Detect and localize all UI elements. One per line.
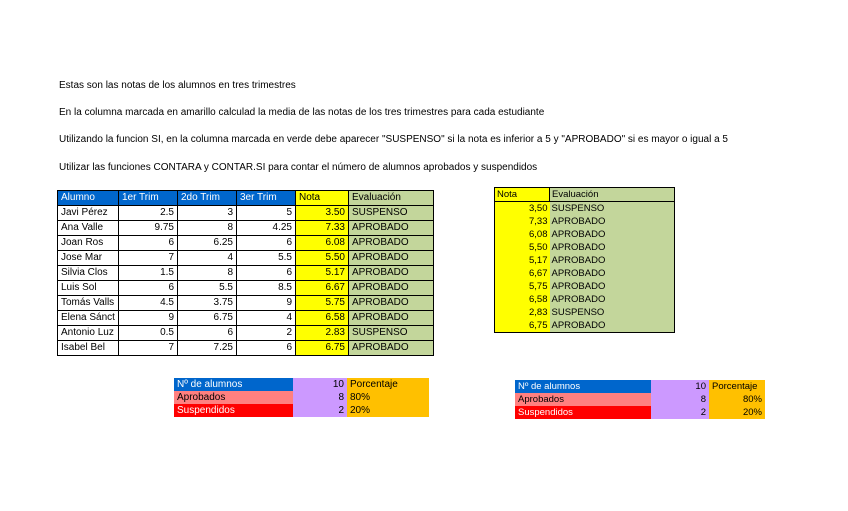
result-nota-cell[interactable]: 5,17 — [495, 254, 550, 267]
header-alumno[interactable]: Alumno — [58, 191, 119, 206]
table-row — [58, 251, 434, 266]
trim2-cell[interactable]: 6.75 — [178, 311, 237, 326]
result-evaluacion-cell[interactable]: APROBADO — [550, 254, 675, 267]
table-row — [58, 311, 434, 326]
student-name-cell[interactable]: Antonio Luz — [58, 326, 119, 341]
failed-value[interactable]: 2 — [651, 406, 709, 419]
percentage-header[interactable]: Porcentaje — [347, 378, 429, 391]
trim3-cell[interactable]: 6 — [237, 236, 296, 251]
result-nota-cell[interactable]: 5,50 — [495, 241, 550, 254]
summary-row-failed — [515, 406, 765, 419]
student-name-cell[interactable]: Tomás Valls — [58, 296, 119, 311]
approved-label[interactable]: Aprobados — [174, 391, 293, 404]
header-2do-trim[interactable]: 2do Trim — [178, 191, 237, 206]
nota-cell[interactable]: 3.50 — [296, 206, 349, 221]
summary-row-total — [174, 378, 429, 391]
summary-row-approved — [174, 391, 429, 404]
result-header-row — [495, 188, 675, 202]
trim2-cell[interactable]: 4 — [178, 251, 237, 266]
result-evaluacion-cell[interactable]: APROBADO — [550, 319, 675, 333]
trim2-cell[interactable]: 6 — [178, 326, 237, 341]
trim1-cell[interactable]: 9 — [119, 311, 178, 326]
summary-row-total — [515, 380, 765, 393]
trim1-cell[interactable]: 1.5 — [119, 266, 178, 281]
approved-percentage[interactable]: 80% — [709, 393, 765, 406]
result-evaluacion-cell[interactable]: APROBADO — [550, 293, 675, 306]
approved-percentage[interactable]: 80% — [347, 391, 429, 404]
result-nota-cell[interactable]: 7,33 — [495, 215, 550, 228]
table-row — [495, 306, 675, 319]
approved-value[interactable]: 8 — [651, 393, 709, 406]
evaluacion-cell[interactable]: APROBADO — [349, 296, 434, 311]
nota-cell[interactable]: 6.75 — [296, 341, 349, 356]
student-name-cell[interactable]: Isabel Bel — [58, 341, 119, 356]
trim3-cell[interactable]: 4 — [237, 311, 296, 326]
result-evaluacion-cell[interactable]: APROBADO — [550, 228, 675, 241]
percentage-header[interactable]: Porcentaje — [709, 380, 765, 393]
nota-cell[interactable]: 6.08 — [296, 236, 349, 251]
table-row — [495, 254, 675, 267]
trim2-cell[interactable]: 3 — [178, 206, 237, 221]
table-row — [495, 215, 675, 228]
evaluacion-cell[interactable]: SUSPENSO — [349, 206, 434, 221]
header-evaluacion[interactable]: Evaluación — [349, 191, 434, 206]
total-value[interactable]: 10 — [293, 378, 347, 391]
evaluacion-cell[interactable]: APROBADO — [349, 341, 434, 356]
result-nota-cell[interactable]: 3,50 — [495, 202, 550, 216]
trim1-cell[interactable]: 7 — [119, 341, 178, 356]
result-header-nota[interactable]: Nota — [495, 188, 550, 202]
failed-label[interactable]: Suspendidos — [174, 404, 293, 417]
trim2-cell[interactable]: 6.25 — [178, 236, 237, 251]
trim1-cell[interactable]: 2.5 — [119, 206, 178, 221]
nota-cell[interactable]: 2.83 — [296, 326, 349, 341]
student-name-cell[interactable]: Luis Sol — [58, 281, 119, 296]
trim1-cell[interactable]: 4.5 — [119, 296, 178, 311]
nota-cell[interactable]: 6.58 — [296, 311, 349, 326]
result-header-evaluacion[interactable]: Evaluación — [550, 188, 675, 202]
approved-label[interactable]: Aprobados — [515, 393, 651, 406]
evaluacion-cell[interactable]: APROBADO — [349, 221, 434, 236]
table-row — [495, 228, 675, 241]
evaluacion-cell[interactable]: APROBADO — [349, 281, 434, 296]
student-name-cell[interactable]: Ana Valle — [58, 221, 119, 236]
approved-value[interactable]: 8 — [293, 391, 347, 404]
table-row — [58, 341, 434, 356]
student-name-cell[interactable]: Joan Ros — [58, 236, 119, 251]
result-evaluacion-cell[interactable]: APROBADO — [550, 241, 675, 254]
student-name-cell[interactable]: Silvia Clos — [58, 266, 119, 281]
trim2-cell[interactable]: 3.75 — [178, 296, 237, 311]
instruction-3: Utilizando la funcion SI, en la columna marcada en verde debe aparecer "SUSPENSO" si la nota es inferior a 5 y "APROBADO" si es mayor o igual a 5 — [59, 134, 728, 145]
trim3-cell[interactable]: 9 — [237, 296, 296, 311]
student-name-cell[interactable]: Javi Pérez — [58, 206, 119, 221]
trim1-cell[interactable]: 6 — [119, 236, 178, 251]
table-row — [58, 326, 434, 341]
trim2-cell[interactable]: 5.5 — [178, 281, 237, 296]
table-row — [58, 296, 434, 311]
table-row — [495, 293, 675, 306]
nota-cell[interactable]: 6.67 — [296, 281, 349, 296]
result-evaluacion-cell[interactable]: SUSPENSO — [550, 306, 675, 319]
summary-row-failed — [174, 404, 429, 417]
failed-percentage[interactable]: 20% — [709, 406, 765, 419]
result-nota-cell[interactable]: 6,08 — [495, 228, 550, 241]
summary-table-right — [515, 380, 765, 419]
summary-row-approved — [515, 393, 765, 406]
table-row — [58, 281, 434, 296]
result-nota-cell[interactable]: 6,58 — [495, 293, 550, 306]
trim3-cell[interactable]: 5.5 — [237, 251, 296, 266]
trim1-cell[interactable]: 6 — [119, 281, 178, 296]
header-nota[interactable]: Nota — [296, 191, 349, 206]
nota-cell[interactable]: 5.17 — [296, 266, 349, 281]
nota-cell[interactable]: 5.50 — [296, 251, 349, 266]
result-nota-cell[interactable]: 6,75 — [495, 319, 550, 333]
grades-header-row — [58, 191, 434, 206]
trim3-cell[interactable]: 6 — [237, 341, 296, 356]
table-row — [58, 236, 434, 251]
trim2-cell[interactable]: 8 — [178, 221, 237, 236]
table-row — [495, 241, 675, 254]
trim1-cell[interactable]: 7 — [119, 251, 178, 266]
evaluacion-cell[interactable]: APROBADO — [349, 266, 434, 281]
result-nota-cell[interactable]: 5,75 — [495, 280, 550, 293]
student-name-cell[interactable]: Jose Mar — [58, 251, 119, 266]
trim1-cell[interactable]: 0.5 — [119, 326, 178, 341]
table-row — [495, 280, 675, 293]
instruction-1: Estas son las notas de los alumnos en tres trimestres — [59, 80, 296, 91]
table-row — [58, 266, 434, 281]
table-row — [495, 202, 675, 216]
table-row — [495, 267, 675, 280]
trim3-cell[interactable]: 5 — [237, 206, 296, 221]
instruction-2: En la columna marcada en amarillo calculad la media de las notas de los tres trimestres para cada estudiante — [59, 107, 545, 118]
table-row — [58, 221, 434, 236]
grades-table — [57, 190, 434, 356]
student-name-cell[interactable]: Elena Sánct — [58, 311, 119, 326]
header-1er-trim[interactable]: 1er Trim — [119, 191, 178, 206]
failed-value[interactable]: 2 — [293, 404, 347, 417]
evaluacion-cell[interactable]: SUSPENSO — [349, 326, 434, 341]
trim2-cell[interactable]: 7.25 — [178, 341, 237, 356]
trim3-cell[interactable]: 2 — [237, 326, 296, 341]
failed-label[interactable]: Suspendidos — [515, 406, 651, 419]
trim1-cell[interactable]: 9.75 — [119, 221, 178, 236]
total-label[interactable]: Nº de alumnos — [174, 378, 293, 391]
nota-cell[interactable]: 7.33 — [296, 221, 349, 236]
evaluacion-cell[interactable]: APROBADO — [349, 236, 434, 251]
result-nota-cell[interactable]: 2,83 — [495, 306, 550, 319]
result-nota-cell[interactable]: 6,67 — [495, 267, 550, 280]
failed-percentage[interactable]: 20% — [347, 404, 429, 417]
trim2-cell[interactable]: 8 — [178, 266, 237, 281]
trim3-cell[interactable]: 6 — [237, 266, 296, 281]
trim3-cell[interactable]: 8.5 — [237, 281, 296, 296]
result-evaluacion-cell[interactable]: APROBADO — [550, 280, 675, 293]
result-evaluacion-cell[interactable]: APROBADO — [550, 215, 675, 228]
table-row — [58, 206, 434, 221]
result-evaluacion-cell[interactable]: SUSPENSO — [550, 202, 675, 216]
total-value[interactable]: 10 — [651, 380, 709, 393]
evaluacion-cell[interactable]: APROBADO — [349, 311, 434, 326]
result-evaluacion-cell[interactable]: APROBADO — [550, 267, 675, 280]
header-3er-trim[interactable]: 3er Trim — [237, 191, 296, 206]
instruction-4: Utilizar las funciones CONTARA y CONTAR.SI para contar el número de alumnos aprobados y suspendidos — [59, 162, 538, 173]
result-table — [494, 187, 675, 333]
table-row — [495, 319, 675, 333]
trim3-cell[interactable]: 4.25 — [237, 221, 296, 236]
total-label[interactable]: Nº de alumnos — [515, 380, 651, 393]
evaluacion-cell[interactable]: APROBADO — [349, 251, 434, 266]
nota-cell[interactable]: 5.75 — [296, 296, 349, 311]
summary-table-left — [174, 378, 429, 417]
